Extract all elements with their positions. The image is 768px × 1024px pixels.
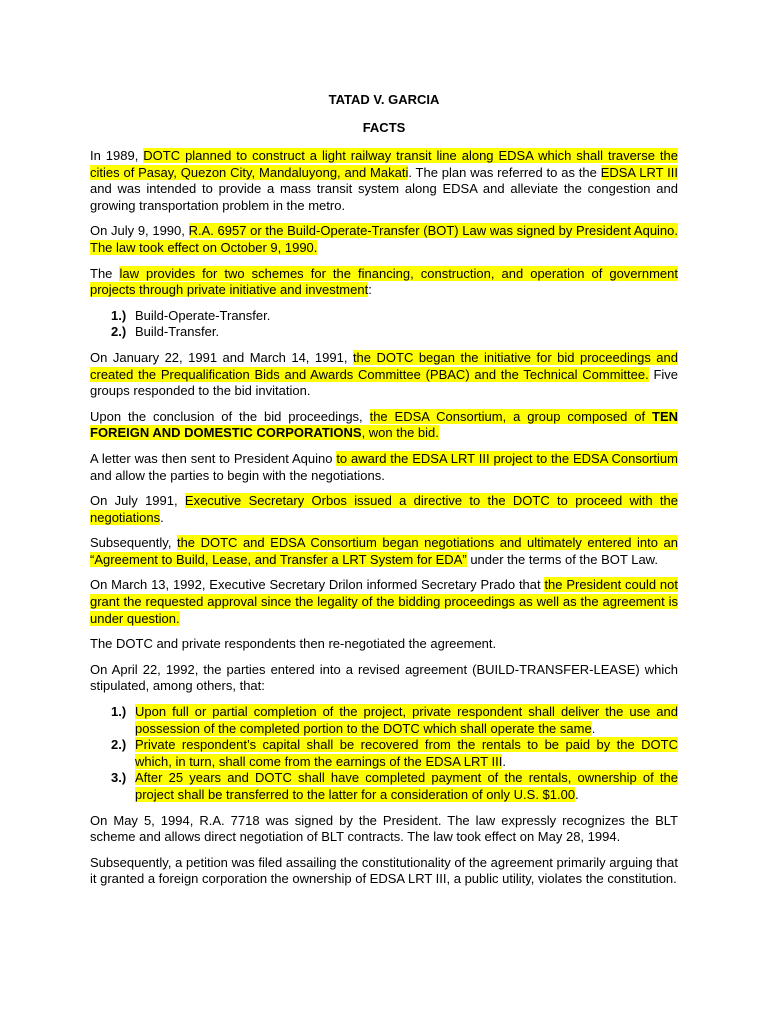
highlighted-text: Upon full or partial completion of the project, private respondent shall deliver the use and possession of the completed portion to the DOTC which shall operate the same (135, 704, 678, 736)
text: : (368, 282, 372, 298)
text: and was intended to provide a mass transit system along EDSA and alleviate the congestion and growing transportation problem in the metro. (90, 181, 678, 213)
text: the EDSA Consortium, a group composed of (369, 408, 653, 424)
paragraph-two-schemes (90, 266, 678, 299)
text: A letter was then sent to President Aquino (90, 450, 337, 466)
list-item (111, 324, 678, 341)
highlighted-text: EDSA LRT III (600, 164, 678, 180)
highlighted-text: Executive Secretary Orbos issued a directive to the DOTC to proceed with the negotiations (90, 493, 679, 525)
text: . (502, 753, 506, 769)
list-text (135, 737, 678, 770)
list-item (111, 770, 678, 803)
highlighted-text: to award the EDSA LRT III project to the EDSA Consortium (336, 450, 678, 466)
text: Subsequently, a petition was filed assailing the constitutionality of the agreement primarily arguing that it granted a foreign corporation the ownership of EDSA LRT III, a public utility, violates the constitution. (90, 854, 678, 887)
text: On January 22, 1991 and March 14, 1991, (90, 349, 353, 365)
list-text: Build-Operate-Transfer. (135, 307, 271, 323)
bold-text: TEN FOREIGN AND DOMESTIC CORPORATIONS (90, 408, 679, 441)
schemes-list (90, 308, 678, 341)
list-number: 2.) (111, 737, 127, 753)
list-text: Build-Transfer. (135, 324, 220, 340)
highlighted-text: After 25 years and DOTC shall have completed payment of the rentals, ownership of the project shall be transferred to the latter for a consideration of only U.S. $1.00 (135, 770, 678, 802)
paragraph-petition (90, 855, 678, 888)
text: . (575, 787, 579, 802)
paragraph-bot-law (90, 223, 678, 256)
document-title: TATAD V. GARCIA (328, 92, 440, 107)
paragraph-revised-agreement (90, 662, 678, 695)
list-number: 2.) (111, 324, 127, 340)
text: The DOTC and private respondents then re-negotiated the agreement. (90, 636, 497, 652)
text: under the terms of the BOT Law. (466, 551, 658, 567)
paragraph-ra-7718 (90, 813, 678, 846)
list-number: 3.) (111, 770, 127, 786)
highlighted-text: Private respondent’s capital shall be recovered from the rentals to be paid by the DOTC which, in turn, shall come from the earnings of the EDSA LRT III (135, 737, 678, 769)
text: , won the bid. (361, 425, 439, 441)
text: On March 13, 1992, Executive Secretary Drilon informed Secretary Prado that (90, 577, 545, 593)
paragraph-bid-initiative (90, 350, 678, 400)
list-text (135, 770, 678, 803)
list-text (135, 704, 678, 737)
paragraph-dotc-plan (90, 148, 678, 214)
paragraph-orbos-directive (90, 493, 678, 526)
text: On July 9, 1990, (90, 223, 189, 239)
stipulations-list (90, 704, 678, 804)
section-heading-facts: FACTS (362, 120, 406, 135)
text: Subsequently, (90, 535, 177, 551)
paragraph-consortium-won (90, 409, 678, 442)
paragraph-letter-aquino (90, 451, 678, 484)
highlighted-text: the President could not grant the requested approval since the legality of the bidding proceedings as well as the agreement is under question. (90, 577, 678, 626)
list-item (111, 308, 678, 325)
text: . (160, 509, 164, 525)
list-number: 1.) (111, 307, 127, 323)
highlighted-text: R.A. 6957 or the Build-Operate-Transfer (BOT) Law was signed by President Aquino. The law took effect on October 9, 1990. (90, 223, 679, 255)
text: On April 22, 1992, the parties entered into a revised agreement (BUILD-TRANSFER-LEASE) which stipulated, among others, that: (90, 661, 678, 694)
text: Five groups responded to the bid invitation. (90, 366, 678, 399)
paragraph-renegotiated (90, 636, 678, 653)
list-item (111, 737, 678, 770)
text: In 1989, (90, 148, 144, 163)
highlighted-text: DOTC planned to construct a light railway transit line along EDSA which shall traverse the cities of Pasay, Quezon City, Mandaluyong, and Makati (90, 148, 678, 180)
text: and allow the parties to begin with the negotiations. (90, 467, 385, 483)
text: On May 5, 1994, R.A. 7718 was signed by the President. The law expressly recognizes the BLT scheme and allows direct negotiation of BLT contracts. The law took effect on May 28, 1994. (90, 812, 678, 845)
paragraph-drilon-prado (90, 577, 678, 627)
list-number: 1.) (111, 704, 127, 720)
text: . The plan was referred to as the (408, 164, 601, 180)
text: On July 1991, (90, 493, 185, 509)
text: The (90, 265, 120, 281)
paragraph-negotiations (90, 535, 678, 568)
list-item (111, 704, 678, 737)
text: Upon the conclusion of the bid proceedings, (90, 408, 370, 424)
highlighted-text: law provides for two schemes for the financing, construction, and operation of government projects through private initiative and investment (90, 265, 678, 298)
highlighted-text: the DOTC began the initiative for bid proceedings and created the Prequalification Bids and Awards Committee (PBAC) and the Technical Committee. (90, 349, 678, 382)
highlighted-text: the DOTC and EDSA Consortium began negotiations and ultimately entered into an “Agreement to Build, Lease, and Transfer a LRT System for EDA” (90, 535, 678, 567)
text: . (591, 720, 596, 736)
